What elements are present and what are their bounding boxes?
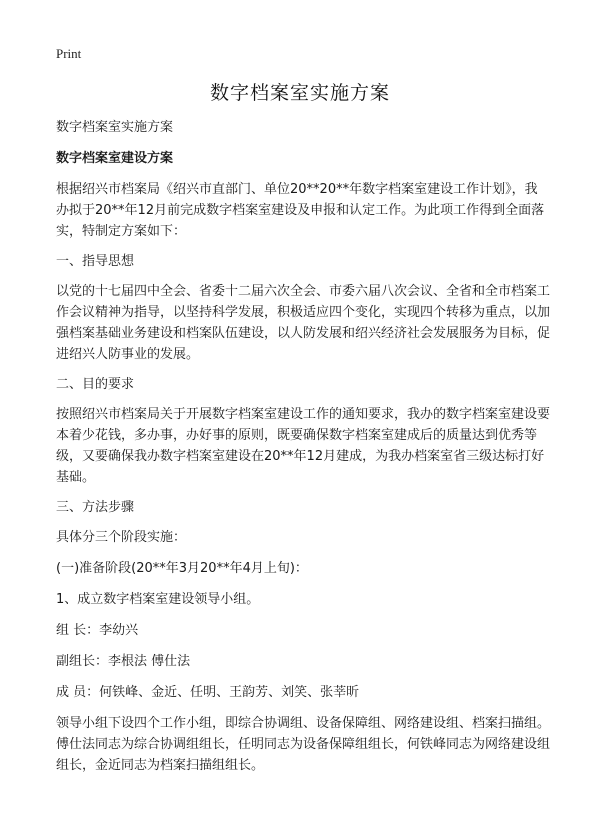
document-title: 数字档案室实施方案 bbox=[209, 82, 390, 104]
section-heading-purpose: 二、目的要求 bbox=[56, 377, 135, 392]
document-subtitle: 数字档案室实施方案 bbox=[56, 120, 174, 135]
team-groups-paragraph: 领导小组下设四个工作小组，即综合协调组、设备保障组、网络建设组、档案扫描组。傅仕法同志为综合协调组组长，任明同志为设备保障组组长，何铁峰同志为网络建设组组长，金近同志为档案扫描组组长。 bbox=[56, 716, 551, 773]
guiding-paragraph: 以党的十七届四中全会、省委十二届六次全会、市委六届八次会议、全省和全市档案工作会议精神为指导，以坚持科学发展，积极适应四个变化，实现四个转移为重点，以加强档案基础业务建设和档案队伍建设，以人防发展和绍兴经济社会发展服务为目标，促进绍兴人防事业的发展。 bbox=[56, 284, 551, 362]
team-members: 成 员：何铁峰、金近、任明、王韵芳、刘笑、张莘昕 bbox=[56, 685, 360, 700]
team-deputy-leaders: 副组长：李根法 傅仕法 bbox=[56, 654, 191, 669]
print-link[interactable]: Print bbox=[56, 46, 82, 61]
section-heading-guiding: 一、指导思想 bbox=[56, 254, 135, 269]
document-body bbox=[56, 117, 550, 785]
intro-paragraph: 根据绍兴市档案局《绍兴市直部门、单位20**20**年数字档案室建设工作计划》，我办拟于20**年12月前完成数字档案室建设及申报和认定工作。为此项工作得到全面落实，特制定方案如下： bbox=[56, 182, 545, 239]
team-leader: 组 长：李幼兴 bbox=[56, 623, 139, 638]
section-heading-bold: 数字档案室建设方案 bbox=[56, 151, 174, 166]
purpose-paragraph: 按照绍兴市档案局关于开展数字档案室建设工作的通知要求，我办的数字档案室建设要本着少花钱，多办事，办好事的原则，既要确保数字档案室建成后的质量达到优秀等级，又要确保我办数字档案室建设在20**年12月建成，为我办档案室省三级达标打好基础。 bbox=[56, 407, 551, 485]
steps-intro: 具体分三个阶段实施： bbox=[56, 530, 187, 545]
step-one: 1、成立数字档案室建设领导小组。 bbox=[56, 592, 260, 607]
phase-one-heading: (一)准备阶段(20**年3月20**年4月上旬)： bbox=[56, 561, 308, 576]
section-heading-steps: 三、方法步骤 bbox=[56, 500, 135, 515]
